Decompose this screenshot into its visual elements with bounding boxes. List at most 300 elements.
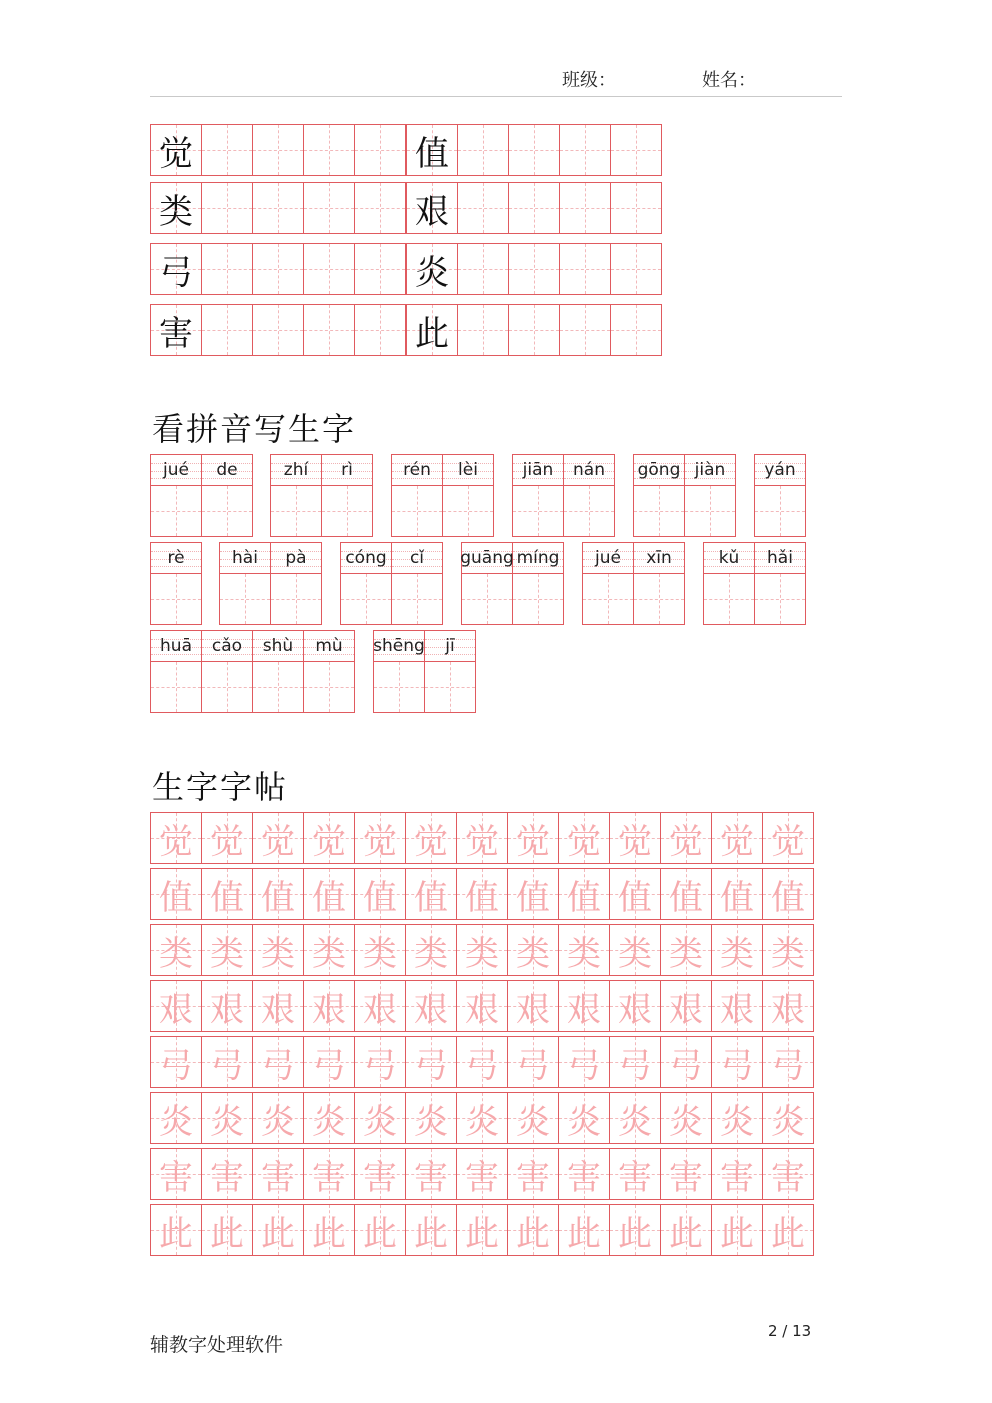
word-row	[150, 124, 662, 176]
trace-character: 艰	[771, 989, 805, 1030]
grid-cell	[202, 182, 253, 234]
trace-character: 此	[567, 1213, 601, 1254]
class-label: 班级：	[562, 70, 616, 91]
pinyin-syllable-column	[253, 630, 304, 713]
pinyin-syllable: pà	[285, 548, 307, 568]
trace-character: 弓	[312, 1045, 346, 1086]
answer-box	[151, 486, 201, 537]
grid-cell	[458, 304, 509, 356]
trace-character: 值	[363, 877, 397, 918]
grid-cell	[763, 980, 814, 1032]
grid-cell	[661, 1204, 712, 1256]
copybook-section-title: 生字字帖	[152, 768, 289, 806]
trace-character: 此	[261, 1213, 295, 1254]
model-character: 此	[415, 313, 449, 354]
grid-cell	[610, 924, 661, 976]
grid-cell	[458, 243, 509, 295]
pinyin-syllable: jué	[163, 460, 189, 480]
pinyin-syllable: rén	[403, 460, 431, 480]
word-cell-group	[406, 304, 662, 356]
grid-cell	[508, 868, 559, 920]
grid-cell	[202, 1148, 253, 1200]
grid-cell	[763, 1092, 814, 1144]
grid-cell	[151, 812, 202, 864]
grid-cell	[407, 243, 458, 295]
trace-character: 艰	[363, 989, 397, 1030]
name-label: 姓名：	[702, 70, 756, 91]
grid-cell	[712, 980, 763, 1032]
trace-character: 类	[720, 933, 754, 974]
trace-character: 类	[363, 933, 397, 974]
copybook-row	[150, 924, 814, 976]
grid-cell	[355, 304, 406, 356]
pinyin-syllable: hài	[232, 548, 258, 568]
grid-cell	[151, 924, 202, 976]
trace-character: 弓	[567, 1045, 601, 1086]
pinyin-syllable: jī	[445, 636, 455, 656]
trace-character: 弓	[669, 1045, 703, 1086]
pinyin-word-block	[633, 454, 736, 537]
grid-cell	[560, 182, 611, 234]
trace-character: 觉	[159, 821, 193, 862]
trace-character: 炎	[363, 1101, 397, 1142]
pinyin-word-block	[373, 630, 476, 713]
grid-cell	[661, 812, 712, 864]
grid-cell	[202, 812, 253, 864]
trace-character: 觉	[312, 821, 346, 862]
answer-box	[634, 486, 684, 537]
grid-cell	[253, 980, 304, 1032]
pinyin-syllable: hǎi	[767, 548, 793, 568]
grid-cell	[509, 124, 560, 176]
grid-cell	[559, 1036, 610, 1088]
grid-cell	[151, 243, 202, 295]
pinyin-syllable-column	[513, 542, 564, 625]
trace-character: 艰	[312, 989, 346, 1030]
word-cell-group	[406, 124, 662, 176]
grid-cell	[611, 182, 662, 234]
word-cell-group	[406, 182, 662, 234]
answer-box	[755, 574, 805, 625]
grid-cell	[202, 1204, 253, 1256]
grid-cell	[406, 1148, 457, 1200]
trace-character: 类	[771, 933, 805, 974]
trace-character: 值	[159, 877, 193, 918]
grid-cell	[763, 812, 814, 864]
grid-cell	[458, 124, 509, 176]
grid-cell	[611, 124, 662, 176]
pinyin-syllable-column	[564, 454, 615, 537]
pinyin-syllable-column	[392, 542, 443, 625]
trace-character: 艰	[159, 989, 193, 1030]
grid-cell	[661, 1092, 712, 1144]
grid-cell	[457, 1036, 508, 1088]
trace-character: 类	[618, 933, 652, 974]
grid-cell	[763, 924, 814, 976]
grid-cell	[610, 980, 661, 1032]
trace-character: 弓	[771, 1045, 805, 1086]
pinyin-syllable-column	[754, 454, 806, 537]
pinyin-syllable-column	[202, 630, 253, 713]
word-row	[150, 304, 662, 356]
grid-cell	[406, 1204, 457, 1256]
pinyin-syllable-column	[685, 454, 736, 537]
grid-cell	[457, 868, 508, 920]
answer-box	[271, 574, 321, 625]
grid-cell	[610, 868, 661, 920]
grid-cell	[253, 1148, 304, 1200]
grid-cell	[406, 1036, 457, 1088]
answer-box	[271, 486, 321, 537]
trace-character: 值	[414, 877, 448, 918]
trace-character: 此	[516, 1213, 550, 1254]
grid-cell	[151, 1036, 202, 1088]
grid-cell	[355, 812, 406, 864]
trace-character: 炎	[414, 1101, 448, 1142]
trace-character: 害	[363, 1157, 397, 1198]
trace-character: 弓	[516, 1045, 550, 1086]
pinyin-syllable-column	[391, 454, 443, 537]
trace-character: 此	[210, 1213, 244, 1254]
copybook-row	[150, 1148, 814, 1200]
trace-character: 炎	[210, 1101, 244, 1142]
grid-cell	[304, 182, 355, 234]
pinyin-syllable: cǎo	[211, 636, 243, 656]
pinyin-syllable: jué	[595, 548, 621, 568]
copybook-row	[150, 868, 814, 920]
grid-cell	[407, 182, 458, 234]
pinyin-word-block	[150, 542, 202, 625]
grid-cell	[304, 1148, 355, 1200]
trace-character: 值	[210, 877, 244, 918]
trace-character: 弓	[261, 1045, 295, 1086]
trace-character: 觉	[210, 821, 244, 862]
trace-character: 此	[363, 1213, 397, 1254]
grid-cell	[304, 304, 355, 356]
pinyin-syllable-column	[150, 630, 202, 713]
trace-character: 炎	[159, 1101, 193, 1142]
grid-cell	[406, 868, 457, 920]
word-cell-group	[150, 304, 406, 356]
grid-cell	[457, 980, 508, 1032]
grid-cell	[355, 1036, 406, 1088]
grid-cell	[508, 980, 559, 1032]
trace-character: 艰	[210, 989, 244, 1030]
grid-cell	[559, 1204, 610, 1256]
model-character: 害	[159, 313, 193, 354]
pinyin-syllable-column	[150, 542, 202, 625]
trace-character: 弓	[363, 1045, 397, 1086]
pinyin-syllable: jiàn	[694, 460, 726, 480]
grid-cell	[406, 980, 457, 1032]
grid-cell	[763, 1036, 814, 1088]
pinyin-syllable: jiān	[522, 460, 554, 480]
answer-box	[513, 574, 563, 625]
grid-cell	[355, 924, 406, 976]
trace-character: 觉	[720, 821, 754, 862]
pinyin-syllable: shù	[262, 636, 294, 656]
trace-character: 害	[669, 1157, 703, 1198]
copybook-row	[150, 1092, 814, 1144]
grid-cell	[457, 812, 508, 864]
trace-character: 害	[159, 1157, 193, 1198]
grid-cell	[406, 924, 457, 976]
grid-cell	[304, 1204, 355, 1256]
grid-cell	[253, 243, 304, 295]
trace-character: 炎	[567, 1101, 601, 1142]
grid-cell	[304, 243, 355, 295]
grid-cell	[202, 924, 253, 976]
grid-cell	[151, 1092, 202, 1144]
trace-character: 艰	[669, 989, 703, 1030]
answer-box	[202, 486, 252, 537]
answer-box	[322, 486, 372, 537]
grid-cell	[151, 1204, 202, 1256]
grid-cell	[508, 1204, 559, 1256]
pinyin-syllable: cóng	[345, 548, 387, 568]
grid-cell	[355, 243, 406, 295]
grid-cell	[304, 1092, 355, 1144]
pinyin-word-block	[703, 542, 806, 625]
trace-character: 觉	[771, 821, 805, 862]
copybook-row	[150, 812, 814, 864]
pinyin-syllable-column	[202, 454, 253, 537]
answer-box	[202, 662, 252, 713]
pinyin-syllable: rè	[167, 548, 185, 568]
pinyin-word-block	[582, 542, 685, 625]
model-character: 炎	[415, 252, 449, 293]
pinyin-syllable-column	[512, 454, 564, 537]
answer-box	[634, 574, 684, 625]
grid-cell	[253, 304, 304, 356]
answer-box	[341, 574, 391, 625]
trace-character: 害	[618, 1157, 652, 1198]
pinyin-syllable-column	[150, 454, 202, 537]
trace-character: 害	[261, 1157, 295, 1198]
grid-cell	[202, 868, 253, 920]
pinyin-syllable: xīn	[646, 548, 672, 568]
pinyin-syllable: shēng	[373, 636, 425, 656]
answer-box	[583, 574, 633, 625]
grid-cell	[253, 812, 304, 864]
word-row	[150, 182, 662, 234]
copybook-row	[150, 1204, 814, 1256]
pinyin-syllable: guāng	[460, 548, 514, 568]
grid-cell	[202, 1036, 253, 1088]
trace-character: 炎	[669, 1101, 703, 1142]
answer-box	[374, 662, 424, 713]
grid-cell	[355, 980, 406, 1032]
trace-character: 此	[465, 1213, 499, 1254]
trace-character: 此	[414, 1213, 448, 1254]
trace-character: 害	[312, 1157, 346, 1198]
grid-cell	[253, 1036, 304, 1088]
trace-character: 觉	[261, 821, 295, 862]
grid-cell	[253, 924, 304, 976]
pinyin-syllable-column	[461, 542, 513, 625]
trace-character: 值	[465, 877, 499, 918]
answer-box	[392, 486, 442, 537]
grid-cell	[151, 1148, 202, 1200]
grid-cell	[304, 1036, 355, 1088]
trace-character: 炎	[261, 1101, 295, 1142]
pinyin-syllable-column	[271, 542, 322, 625]
grid-cell	[253, 124, 304, 176]
grid-cell	[712, 1204, 763, 1256]
grid-cell	[355, 182, 406, 234]
grid-cell	[712, 868, 763, 920]
trace-character: 此	[312, 1213, 346, 1254]
grid-cell	[355, 124, 406, 176]
model-character: 类	[159, 191, 193, 232]
answer-box	[755, 486, 805, 537]
pinyin-syllable: míng	[516, 548, 560, 568]
pinyin-syllable: cǐ	[409, 548, 425, 568]
grid-cell	[151, 304, 202, 356]
trace-character: 此	[159, 1213, 193, 1254]
grid-cell	[458, 182, 509, 234]
grid-cell	[712, 1148, 763, 1200]
grid-cell	[304, 124, 355, 176]
trace-character: 值	[567, 877, 601, 918]
grid-cell	[560, 304, 611, 356]
answer-box	[443, 486, 493, 537]
grid-cell	[457, 924, 508, 976]
word-cell-group	[150, 182, 406, 234]
grid-cell	[406, 812, 457, 864]
grid-cell	[610, 812, 661, 864]
grid-cell	[355, 1148, 406, 1200]
pinyin-word-block	[512, 454, 615, 537]
answer-box	[513, 486, 563, 537]
pinyin-syllable-column	[270, 454, 322, 537]
grid-cell	[202, 304, 253, 356]
grid-cell	[407, 124, 458, 176]
pinyin-word-block	[754, 454, 806, 537]
answer-box	[462, 574, 512, 625]
trace-character: 类	[414, 933, 448, 974]
pinyin-syllable: gōng	[637, 460, 681, 480]
answer-box	[151, 662, 201, 713]
pinyin-syllable-column	[304, 630, 355, 713]
grid-cell	[304, 924, 355, 976]
trace-character: 觉	[414, 821, 448, 862]
grid-cell	[355, 868, 406, 920]
grid-cell	[304, 980, 355, 1032]
grid-cell	[559, 924, 610, 976]
grid-cell	[661, 868, 712, 920]
grid-cell	[508, 924, 559, 976]
header-divider	[150, 96, 842, 97]
pinyin-syllable-column	[373, 630, 425, 713]
pinyin-syllable-column	[219, 542, 271, 625]
pinyin-syllable: rì	[341, 460, 353, 480]
trace-character: 值	[261, 877, 295, 918]
trace-character: 艰	[618, 989, 652, 1030]
grid-cell	[202, 124, 253, 176]
pinyin-word-block	[391, 454, 494, 537]
word-cell-group	[150, 124, 406, 176]
trace-character: 炎	[465, 1101, 499, 1142]
pinyin-syllable-column	[340, 542, 392, 625]
trace-character: 觉	[465, 821, 499, 862]
grid-cell	[355, 1092, 406, 1144]
trace-character: 类	[261, 933, 295, 974]
trace-character: 炎	[771, 1101, 805, 1142]
grid-cell	[151, 182, 202, 234]
pinyin-syllable-column	[322, 454, 373, 537]
grid-cell	[304, 868, 355, 920]
grid-cell	[559, 868, 610, 920]
pinyin-syllable-column	[582, 542, 634, 625]
pinyin-word-block	[219, 542, 322, 625]
pinyin-word-block	[150, 630, 355, 713]
trace-character: 此	[618, 1213, 652, 1254]
grid-cell	[509, 182, 560, 234]
grid-cell	[610, 1092, 661, 1144]
model-character: 艰	[415, 191, 449, 232]
grid-cell	[151, 124, 202, 176]
trace-character: 艰	[465, 989, 499, 1030]
trace-character: 害	[720, 1157, 754, 1198]
trace-character: 害	[771, 1157, 805, 1198]
trace-character: 艰	[567, 989, 601, 1030]
grid-cell	[407, 304, 458, 356]
trace-character: 值	[312, 877, 346, 918]
trace-character: 类	[516, 933, 550, 974]
footer-software-name: 辅教字处理软件	[150, 1334, 284, 1356]
answer-box	[685, 486, 735, 537]
grid-cell	[457, 1148, 508, 1200]
trace-character: 此	[720, 1213, 754, 1254]
grid-cell	[151, 980, 202, 1032]
trace-character: 觉	[567, 821, 601, 862]
grid-cell	[509, 304, 560, 356]
grid-cell	[763, 1204, 814, 1256]
trace-character: 值	[618, 877, 652, 918]
trace-character: 觉	[363, 821, 397, 862]
pinyin-section-title: 看拼音写生字	[152, 410, 357, 448]
grid-cell	[253, 1092, 304, 1144]
answer-box	[220, 574, 270, 625]
grid-cell	[202, 980, 253, 1032]
grid-cell	[508, 1148, 559, 1200]
grid-cell	[661, 1036, 712, 1088]
grid-cell	[610, 1036, 661, 1088]
grid-cell	[457, 1204, 508, 1256]
answer-box	[704, 574, 754, 625]
pinyin-word-block	[461, 542, 564, 625]
grid-cell	[560, 124, 611, 176]
trace-character: 艰	[261, 989, 295, 1030]
grid-cell	[712, 1092, 763, 1144]
trace-character: 艰	[516, 989, 550, 1030]
trace-character: 类	[210, 933, 244, 974]
grid-cell	[661, 924, 712, 976]
trace-character: 艰	[720, 989, 754, 1030]
pinyin-syllable: lèi	[458, 460, 478, 480]
grid-cell	[712, 1036, 763, 1088]
model-character: 觉	[159, 133, 193, 174]
grid-cell	[559, 980, 610, 1032]
answer-box	[151, 574, 201, 625]
trace-character: 此	[669, 1213, 703, 1254]
grid-cell	[661, 980, 712, 1032]
pinyin-syllable-column	[634, 542, 685, 625]
trace-character: 弓	[210, 1045, 244, 1086]
grid-cell	[253, 182, 304, 234]
trace-character: 此	[771, 1213, 805, 1254]
